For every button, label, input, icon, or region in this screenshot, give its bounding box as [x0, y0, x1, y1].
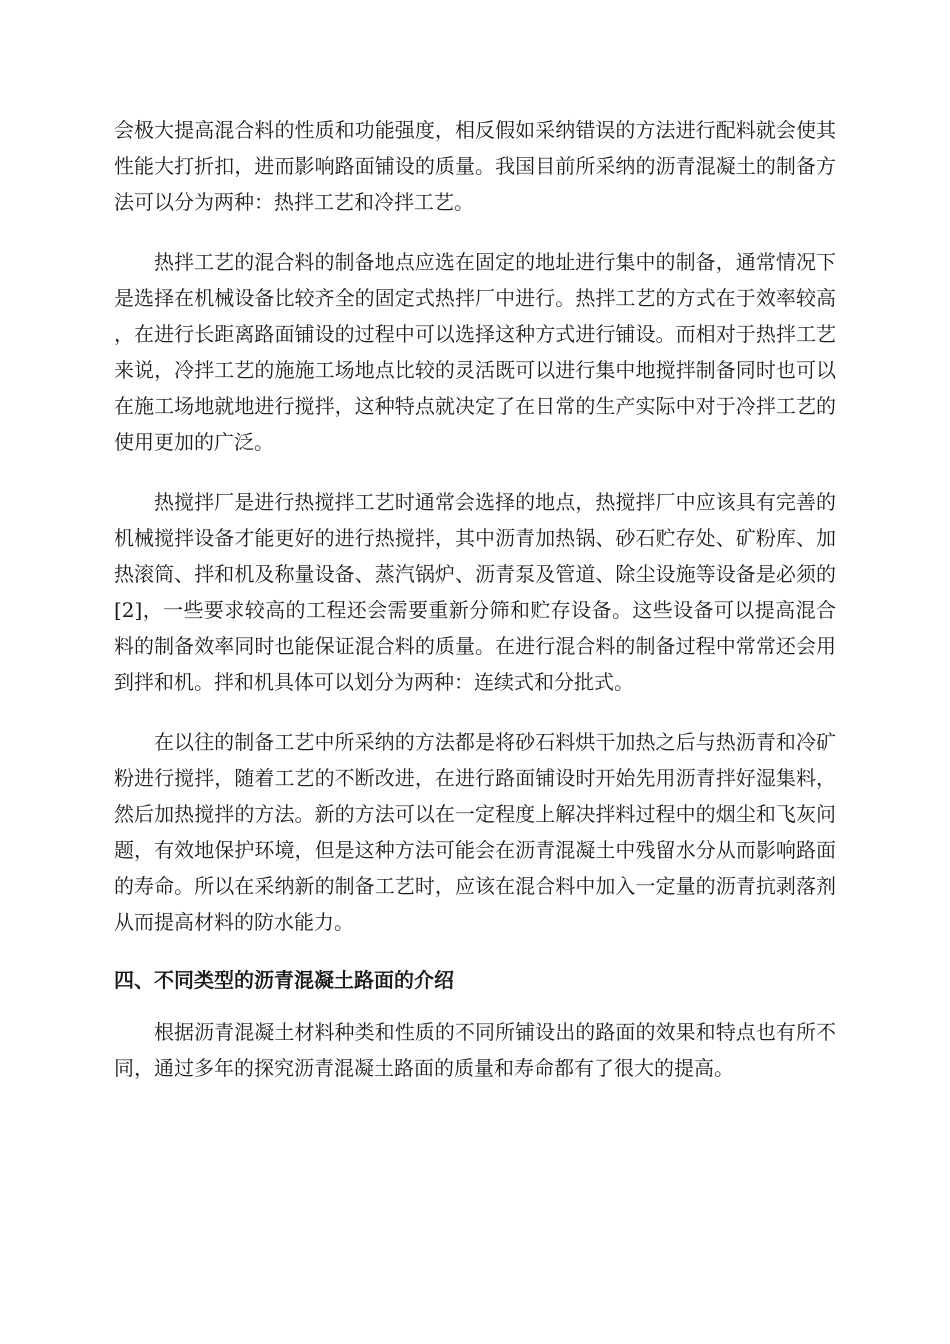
paragraph-section-intro: 根据沥青混凝土材料种类和性质的不同所铺设出的路面的效果和特点也有所不同，通过多年的探究沥青混凝土路面的质量和寿命都有了很大的提高。 — [114, 1020, 836, 1080]
paragraph-preparation-method: 在以往的制备工艺中所采纳的方法都是将砂石料烘干加热之后与热沥青和冷矿粉进行搅拌，随着工艺的不断改进，在进行路面铺设时开始先用沥青拌好湿集料，然后加热搅拌的方法。新的方法可以在一定程度上解决拌料过程中的烟尘和飞灰问题，有效地保护环境，但是这种方法可能会在沥青混凝土中残留水分从而影响路面的寿命。所以在采纳新的制备工艺时，应该在混合料中加入一定量的沥青抗剥落剂从而提高材料的防水能力。 — [114, 730, 836, 934]
section-heading: 四、不同类型的沥青混凝土路面的介绍 — [114, 968, 454, 992]
paragraph-continuation: 会极大提高混合料的性质和功能强度，相反假如采纳错误的方法进行配料就会使其性能大打折扣，进而影响路面铺设的质量。我国目前所采纳的沥青混凝土的制备方法可以分为两种：热拌工艺和冷拌工艺。 — [114, 118, 836, 214]
paragraph-hot-mix-process: 热拌工艺的混合料的制备地点应选在固定的地址进行集中的制备，通常情况下是选择在机械设备比较齐全的固定式热拌厂中进行。热拌工艺的方式在于效率较高，在进行长距离路面铺设的过程中可以选择这种方式进行铺设。而相对于热拌工艺来说，冷拌工艺的施施工场地点比较的灵活既可以进行集中地搅拌制备同时也可以在施工场地就地进行搅拌，这种特点就决定了在日常的生产实际中对于冷拌工艺的使用更加的广泛。 — [114, 250, 836, 454]
document-page — [114, 112, 836, 1086]
paragraph-hot-mix-plant: 热搅拌厂是进行热搅拌工艺时通常会选择的地点，热搅拌厂中应该具有完善的机械搅拌设备才能更好的进行热搅拌，其中沥青加热锅、砂石贮存处、矿粉库、加热滚筒、拌和机及称量设备、蒸汽锅炉、沥青泵及管道、除尘设施等设备是必须的[2]，一些要求较高的工程还会需要重新分筛和贮存设备。这些设备可以提高混合料的制备效率同时也能保证混合料的质量。在进行混合料的制备过程中常常还会用到拌和机。拌和机具体可以划分为两种：连续式和分批式。 — [114, 490, 836, 694]
